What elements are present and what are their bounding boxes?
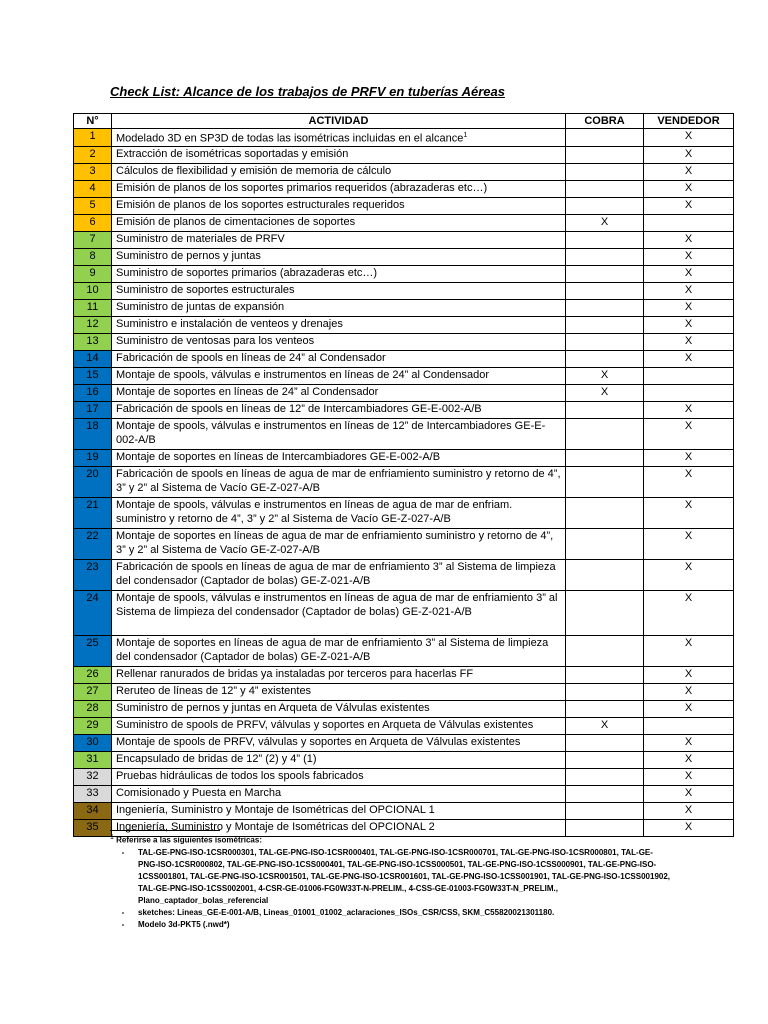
row-activity <box>112 350 566 367</box>
row-cobra-mark <box>566 497 644 528</box>
row-vendor-mark: X <box>644 146 734 163</box>
table-row <box>74 265 734 282</box>
activity-text: Suministro de juntas de expansión <box>116 300 285 313</box>
activity-text: Montaje de soportes en líneas de agua de mar de enfriamiento suministro y retorno de 4”, 3” y 2” al Sistema de Vacío GE-Z-027-A/B <box>116 529 554 556</box>
row-vendor-mark: X <box>644 635 734 666</box>
row-number: 1 <box>74 129 112 147</box>
activity-text: Extracción de isométricas soportadas y emisión <box>116 147 349 160</box>
row-number: 20 <box>74 466 112 497</box>
table-row <box>74 559 734 590</box>
row-activity <box>112 559 566 590</box>
row-vendor-mark: X <box>644 248 734 265</box>
activity-text: Montaje de soportes en líneas de Intercambiadores GE-E-002-A/B <box>116 450 441 463</box>
footnote-bullet: - <box>121 847 125 857</box>
table-row <box>74 466 734 497</box>
row-cobra-mark: X <box>566 367 644 384</box>
row-vendor-mark <box>644 384 734 401</box>
table-row <box>74 751 734 768</box>
row-cobra-mark <box>566 635 644 666</box>
row-vendor-mark: X <box>644 350 734 367</box>
row-cobra-mark <box>566 418 644 449</box>
row-number: 22 <box>74 528 112 559</box>
row-activity <box>112 785 566 802</box>
activity-text: Reruteo de líneas de 12” y 4” existentes <box>116 684 312 697</box>
activity-text: Suministro de ventosas para los venteos <box>116 334 315 347</box>
row-cobra-mark <box>566 316 644 333</box>
row-vendor-mark: X <box>644 528 734 559</box>
row-vendor-mark: X <box>644 282 734 299</box>
row-number: 7 <box>74 231 112 248</box>
row-number: 16 <box>74 384 112 401</box>
row-activity <box>112 466 566 497</box>
table-row <box>74 700 734 717</box>
table-row <box>74 197 734 214</box>
row-number: 4 <box>74 180 112 197</box>
activity-text: Montaje de spools, válvulas e instrumentos en líneas de 24” al Condensador <box>116 368 490 381</box>
activity-text: Montaje de soportes en líneas de 24” al Condensador <box>116 385 379 398</box>
row-number: 14 <box>74 350 112 367</box>
activity-text: Suministro de pernos y juntas <box>116 249 261 262</box>
row-activity <box>112 751 566 768</box>
activity-text: Montaje de spools, válvulas e instrumentos en líneas de agua de mar de enfriamiento 3” al Sistema de limpieza del condensador (Captador de bolas) GE-Z-021-A/B <box>116 591 558 618</box>
row-cobra-mark <box>566 401 644 418</box>
activity-text: Emisión de planos de cimentaciones de soportes <box>116 215 356 228</box>
row-number: 33 <box>74 785 112 802</box>
row-cobra-mark <box>566 666 644 683</box>
row-activity <box>112 265 566 282</box>
row-number: 12 <box>74 316 112 333</box>
table-row <box>74 590 734 635</box>
footnote-reference: 1 <box>463 132 468 139</box>
row-activity <box>112 214 566 231</box>
row-cobra-mark <box>566 163 644 180</box>
table-row <box>74 333 734 350</box>
row-activity <box>112 497 566 528</box>
row-vendor-mark: X <box>644 129 734 147</box>
row-number: 26 <box>74 666 112 683</box>
table-row <box>74 734 734 751</box>
row-vendor-mark <box>644 717 734 734</box>
table-row <box>74 231 734 248</box>
table-row <box>74 367 734 384</box>
row-number: 10 <box>74 282 112 299</box>
row-activity <box>112 299 566 316</box>
row-activity <box>112 333 566 350</box>
row-vendor-mark <box>644 367 734 384</box>
table-row <box>74 350 734 367</box>
footnote-bullet: - <box>121 919 125 929</box>
row-vendor-mark: X <box>644 666 734 683</box>
row-number: 24 <box>74 590 112 635</box>
row-activity <box>112 129 566 147</box>
row-vendor-mark: X <box>644 333 734 350</box>
table-row <box>74 449 734 466</box>
footnote-separator <box>110 830 220 831</box>
row-activity <box>112 367 566 384</box>
activity-text: Fabricación de spools en líneas de agua de mar de enfriamiento 3” al Sistema de limpieza del condensador (Captador de bolas) GE-Z-021-A/B <box>116 560 556 587</box>
row-vendor-mark: X <box>644 197 734 214</box>
row-activity <box>112 700 566 717</box>
row-activity <box>112 802 566 819</box>
activity-text: Emisión de planos de los soportes primarios requeridos (abrazaderas etc…) <box>116 181 488 194</box>
row-cobra-mark <box>566 248 644 265</box>
header-row <box>74 114 734 129</box>
activity-text: Cálculos de flexibilidad y emisión de memoria de cálculo <box>116 164 392 177</box>
activity-text: Modelado 3D en SP3D de todas las isométricas incluidas en el alcance <box>116 132 464 145</box>
footnote-item <box>118 907 670 919</box>
row-number: 34 <box>74 802 112 819</box>
row-cobra-mark <box>566 231 644 248</box>
footnote-heading-text: Referirse a las siguientes isométricas: <box>116 835 262 845</box>
row-cobra-mark <box>566 785 644 802</box>
row-activity <box>112 163 566 180</box>
header-activity: ACTIVIDAD <box>112 114 566 129</box>
activity-text: Rellenar ranurados de bridas ya instaladas por terceros para hacerlas FF <box>116 667 474 680</box>
row-vendor-mark: X <box>644 265 734 282</box>
footnote-heading <box>110 832 670 847</box>
row-vendor-mark <box>644 214 734 231</box>
row-vendor-mark: X <box>644 802 734 819</box>
table-row <box>74 248 734 265</box>
table-row <box>74 282 734 299</box>
footnote <box>110 832 670 931</box>
footnote-list <box>110 847 670 931</box>
checklist-table <box>73 113 734 837</box>
row-activity <box>112 146 566 163</box>
table-row <box>74 418 734 449</box>
footnote-item-text: Modelo 3d-PKT5 (.nwd*) <box>138 919 230 929</box>
table-row <box>74 528 734 559</box>
row-cobra-mark: X <box>566 214 644 231</box>
row-cobra-mark <box>566 466 644 497</box>
header-num: N° <box>74 114 112 129</box>
row-vendor-mark: X <box>644 819 734 836</box>
activity-text: Comisionado y Puesta en Marcha <box>116 786 282 799</box>
row-vendor-mark: X <box>644 700 734 717</box>
row-vendor-mark: X <box>644 559 734 590</box>
row-number: 27 <box>74 683 112 700</box>
table-row <box>74 129 734 147</box>
row-number: 6 <box>74 214 112 231</box>
row-cobra-mark <box>566 683 644 700</box>
footnote-item-text: TAL-GE-PNG-ISO-1CSR000301, TAL-GE-PNG-ISO-1CSR000401, TAL-GE-PNG-ISO-1CSR000701, TAL-GE-PNG-ISO-1CSR000801, TAL-GE-PNG-ISO-1CSR000802, TAL-GE-PNG-ISO-1CSS000401, TAL-GE-PNG-ISO-1CSS000501, TAL-GE-PNG-ISO-1CSS000901, TAL-GE-PNG-ISO-1CSS001801, TAL-GE-PNG-ISO-1CSR001501, TAL-GE-PNG-ISO-1CSR001601, TAL-GE-PNG-ISO-1CSS001901, TAL-GE-PNG-ISO-1CSS001902, TAL-GE-PNG-ISO-1CSS002001, 4-CSR-GE-01006-FG0W33T-N-PRELIM., 4-CSS-GE-01003-FG0W33T-N_PRELIM., Plano_captador_bolas_referencial <box>138 847 671 905</box>
row-activity <box>112 282 566 299</box>
row-cobra-mark <box>566 350 644 367</box>
activity-text: Suministro de spools de PRFV, válvulas y soportes en Arqueta de Válvulas existentes <box>116 718 534 731</box>
row-number: 8 <box>74 248 112 265</box>
row-activity <box>112 197 566 214</box>
table-row <box>74 163 734 180</box>
row-vendor-mark: X <box>644 231 734 248</box>
header-vendor: VENDEDOR <box>644 114 734 129</box>
row-number: 13 <box>74 333 112 350</box>
row-activity <box>112 180 566 197</box>
row-vendor-mark: X <box>644 401 734 418</box>
row-cobra-mark <box>566 146 644 163</box>
row-number: 31 <box>74 751 112 768</box>
row-activity <box>112 683 566 700</box>
activity-text: Ingeniería, Suministro y Montaje de Isométricas del OPCIONAL 2 <box>116 820 435 833</box>
row-cobra-mark <box>566 282 644 299</box>
row-activity <box>112 248 566 265</box>
row-number: 19 <box>74 449 112 466</box>
row-cobra-mark <box>566 559 644 590</box>
row-cobra-mark <box>566 590 644 635</box>
footnote-bullet: - <box>121 907 125 917</box>
activity-text: Pruebas hidráulicas de todos los spools fabricados <box>116 769 364 782</box>
row-cobra-mark <box>566 700 644 717</box>
row-vendor-mark: X <box>644 751 734 768</box>
activity-text: Suministro e instalación de venteos y drenajes <box>116 317 343 330</box>
activity-text: Montaje de soportes en líneas de agua de mar de enfriamiento 3” al Sistema de limpieza del condensador (Captador de bolas) GE-Z-021-A/B <box>116 636 549 663</box>
activity-text: Emisión de planos de los soportes estructurales requeridos <box>116 198 405 211</box>
activity-text: Suministro de pernos y juntas en Arqueta de Válvulas existentes <box>116 701 430 714</box>
row-activity <box>112 635 566 666</box>
row-vendor-mark: X <box>644 316 734 333</box>
row-number: 29 <box>74 717 112 734</box>
row-number: 25 <box>74 635 112 666</box>
table-row <box>74 401 734 418</box>
row-cobra-mark <box>566 528 644 559</box>
table-row <box>74 683 734 700</box>
activity-text: Fabricación de spools en líneas de agua de mar de enfriamiento suministro y retorno de 4”, 3” y 2” al Sistema de Vacío GE-Z-027-A/B <box>116 467 561 494</box>
row-number: 3 <box>74 163 112 180</box>
row-number: 15 <box>74 367 112 384</box>
row-vendor-mark: X <box>644 466 734 497</box>
table-row <box>74 768 734 785</box>
activity-text: Suministro de soportes primarios (abrazaderas etc…) <box>116 266 378 279</box>
row-cobra-mark: X <box>566 384 644 401</box>
row-activity <box>112 418 566 449</box>
row-vendor-mark: X <box>644 449 734 466</box>
row-number: 30 <box>74 734 112 751</box>
row-vendor-mark: X <box>644 299 734 316</box>
activity-text: Fabricación de spools en líneas de 12” de Intercambiadores GE-E-002-A/B <box>116 402 482 415</box>
row-cobra-mark <box>566 802 644 819</box>
row-activity <box>112 768 566 785</box>
row-cobra-mark <box>566 333 644 350</box>
table-row <box>74 146 734 163</box>
table-row <box>74 214 734 231</box>
activity-text: Suministro de materiales de PRFV <box>116 232 285 245</box>
row-cobra-mark <box>566 449 644 466</box>
table-row <box>74 384 734 401</box>
row-vendor-mark: X <box>644 768 734 785</box>
row-cobra-mark <box>566 299 644 316</box>
row-vendor-mark: X <box>644 590 734 635</box>
table-row <box>74 666 734 683</box>
footnote-item <box>118 847 670 907</box>
row-activity <box>112 449 566 466</box>
row-activity <box>112 666 566 683</box>
activity-text: Ingeniería, Suministro y Montaje de Isométricas del OPCIONAL 1 <box>116 803 435 816</box>
footnote-marker: 1 <box>110 834 114 841</box>
row-activity <box>112 590 566 635</box>
row-activity <box>112 231 566 248</box>
row-activity <box>112 734 566 751</box>
activity-text: Montaje de spools, válvulas e instrumentos en líneas de 12” de Intercambiadores GE-E-002-A/B <box>116 419 546 446</box>
row-activity <box>112 401 566 418</box>
activity-text: Suministro de soportes estructurales <box>116 283 295 296</box>
row-cobra-mark: X <box>566 717 644 734</box>
row-vendor-mark: X <box>644 163 734 180</box>
page-title: Check List: Alcance de los trabajos de PRFV en tuberías Aéreas <box>110 84 505 99</box>
row-activity <box>112 316 566 333</box>
row-number: 5 <box>74 197 112 214</box>
table-row <box>74 316 734 333</box>
row-cobra-mark <box>566 751 644 768</box>
table-row <box>74 635 734 666</box>
table-row <box>74 785 734 802</box>
row-vendor-mark: X <box>644 734 734 751</box>
row-vendor-mark: X <box>644 497 734 528</box>
row-number: 32 <box>74 768 112 785</box>
row-number: 2 <box>74 146 112 163</box>
row-number: 21 <box>74 497 112 528</box>
footnote-item-text: sketches: Lineas_GE-E-001-A/B, Lineas_01001_01002_aclaraciones_ISOs_CSR/CSS, SKM_C55820021301180. <box>138 907 555 917</box>
row-cobra-mark <box>566 768 644 785</box>
row-number: 17 <box>74 401 112 418</box>
row-cobra-mark <box>566 734 644 751</box>
row-activity <box>112 528 566 559</box>
row-cobra-mark <box>566 180 644 197</box>
footnote-item <box>118 919 670 931</box>
table-row <box>74 802 734 819</box>
table-row <box>74 299 734 316</box>
activity-text: Montaje de spools de PRFV, válvulas y soportes en Arqueta de Válvulas existentes <box>116 735 521 748</box>
activity-text: Fabricación de spools en líneas de 24” al Condensador <box>116 351 386 364</box>
activity-text: Encapsulado de bridas de 12” (2) y 4” (1) <box>116 752 317 765</box>
row-vendor-mark: X <box>644 418 734 449</box>
row-number: 9 <box>74 265 112 282</box>
row-cobra-mark <box>566 197 644 214</box>
header-cobra: COBRA <box>566 114 644 129</box>
row-cobra-mark <box>566 265 644 282</box>
table-row <box>74 717 734 734</box>
row-vendor-mark: X <box>644 683 734 700</box>
row-vendor-mark: X <box>644 180 734 197</box>
table-row <box>74 497 734 528</box>
table-row <box>74 180 734 197</box>
row-cobra-mark <box>566 129 644 147</box>
row-vendor-mark: X <box>644 785 734 802</box>
row-number: 18 <box>74 418 112 449</box>
row-number: 35 <box>74 819 112 836</box>
row-activity <box>112 717 566 734</box>
row-number: 11 <box>74 299 112 316</box>
row-number: 23 <box>74 559 112 590</box>
row-activity <box>112 384 566 401</box>
row-number: 28 <box>74 700 112 717</box>
activity-text: Montaje de spools, válvulas e instrumentos en líneas de agua de mar de enfriam. suministro y retorno de 4”, 3” y 2” al Sistema de Vacío GE-Z-027-A/B <box>116 498 513 525</box>
